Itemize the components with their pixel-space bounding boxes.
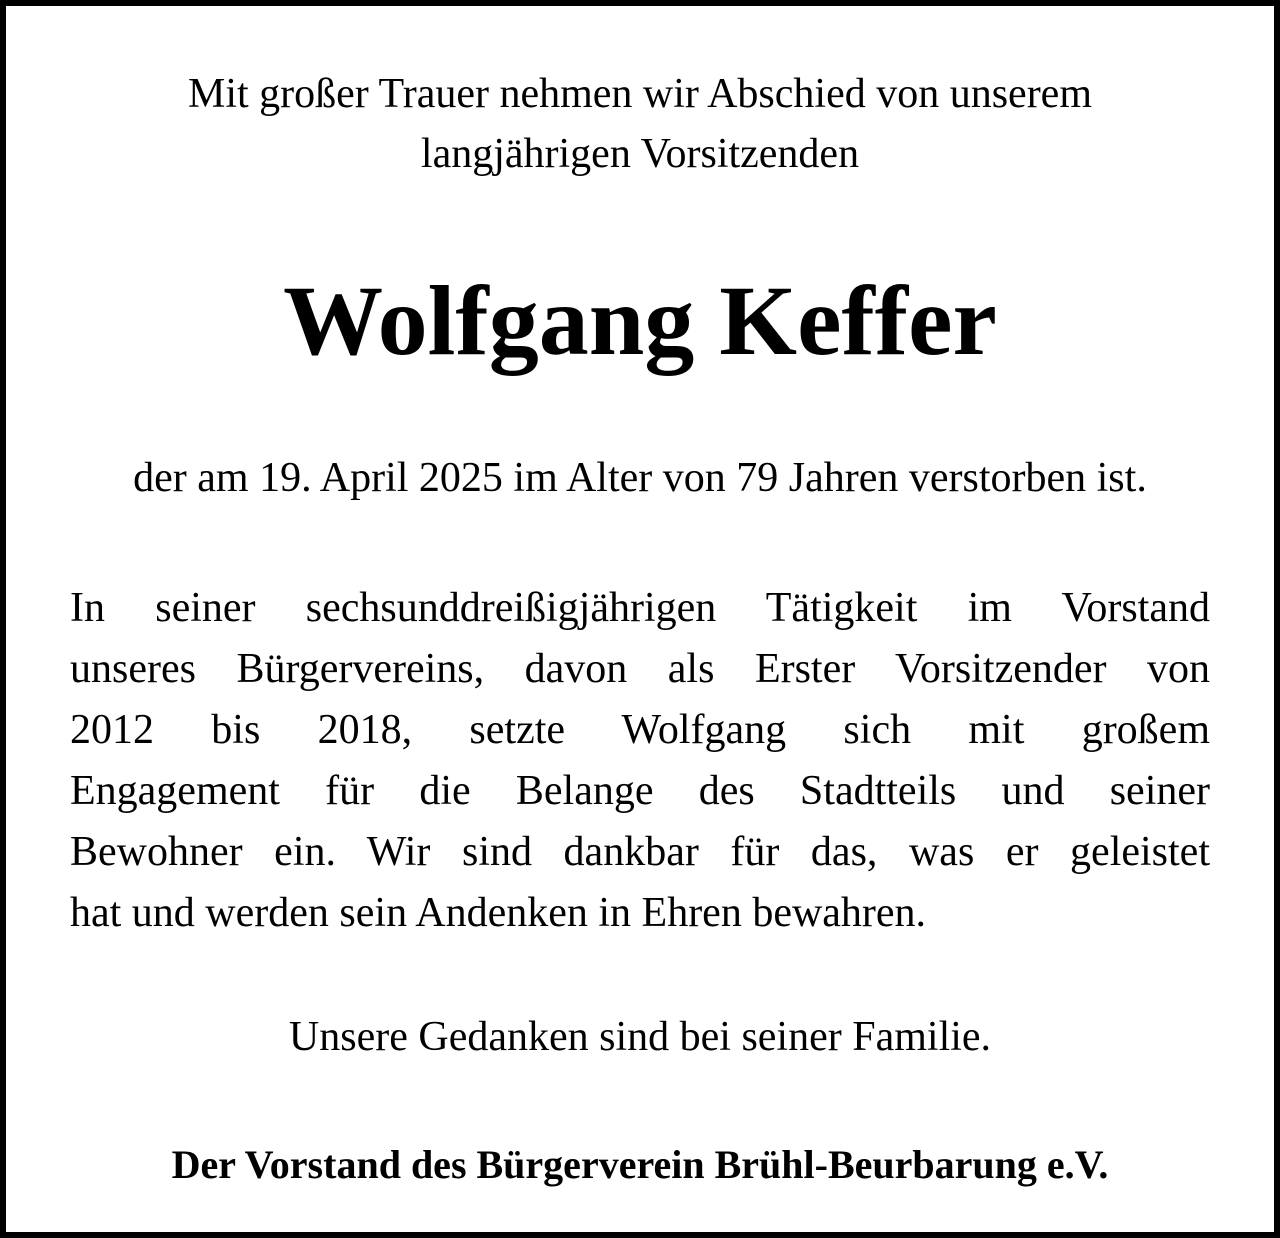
tribute-line: In seiner sechsunddreißigjährigen Tätigkeit im Vorstand (70, 585, 1210, 631)
deceased-name: Wolfgang Keffer (283, 265, 997, 376)
tribute-line: unseres Bürgervereins, davon als Erster Vorsitzender von (70, 646, 1210, 692)
intro-line-1: Mit großer Trauer nehmen wir Abschied von unserem (187, 71, 1092, 117)
intro-text (66, 64, 1214, 184)
death-statement: der am 19. April 2025 im Alter von 79 Jahren verstorben ist. (133, 455, 1147, 501)
intro-line-2: langjährigen Vorsitzenden (420, 131, 860, 177)
tribute-paragraph (70, 578, 1210, 944)
signature: Der Vorstand des Bürgerverein Brühl-Beurbarung e.V. (171, 1142, 1109, 1187)
family-note: Unsere Gedanken sind bei seiner Familie. (288, 1014, 992, 1060)
tribute-line: 2012 bis 2018, setzte Wolfgang sich mit großem (70, 707, 1210, 753)
tribute-line: Engagement für die Belange des Stadtteils und seiner (70, 768, 1210, 814)
tribute-line: Bewohner ein. Wir sind dankbar für das, was er geleistet (70, 829, 1210, 875)
tribute-line: hat und werden sein Andenken in Ehren bewahren. (70, 890, 927, 936)
